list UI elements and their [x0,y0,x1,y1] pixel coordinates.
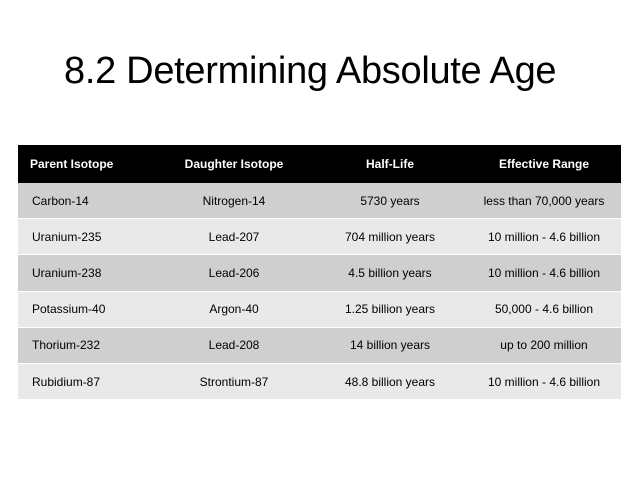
header-row [18,145,621,183]
cell-daughter-isotope: Nitrogen-14 [155,183,313,219]
cell-parent-isotope: Rubidium-87 [18,363,155,399]
table-row [18,255,621,291]
table-body [18,183,621,399]
cell-parent-isotope: Carbon-14 [18,183,155,219]
isotope-table [18,145,621,399]
slide-title: 8.2 Determining Absolute Age [64,50,557,92]
cell-effective-range: 10 million - 4.6 billion [467,255,621,291]
header-effective-range: Effective Range [467,145,621,183]
header-half-life: Half-Life [313,145,467,183]
header-parent-isotope: Parent Isotope [18,145,155,183]
header-daughter-isotope: Daughter Isotope [155,145,313,183]
table-row [18,327,621,363]
table-row [18,363,621,399]
cell-half-life: 48.8 billion years [313,363,467,399]
cell-parent-isotope: Uranium-238 [18,255,155,291]
cell-effective-range: 50,000 - 4.6 billion [467,291,621,327]
cell-daughter-isotope: Lead-206 [155,255,313,291]
cell-effective-range: less than 70,000 years [467,183,621,219]
isotope-table-container [18,145,621,395]
cell-effective-range: 10 million - 4.6 billion [467,219,621,255]
cell-parent-isotope: Potassium-40 [18,291,155,327]
cell-half-life: 1.25 billion years [313,291,467,327]
table-row [18,291,621,327]
cell-daughter-isotope: Strontium-87 [155,363,313,399]
cell-daughter-isotope: Lead-207 [155,219,313,255]
cell-half-life: 704 million years [313,219,467,255]
cell-half-life: 5730 years [313,183,467,219]
table-row [18,183,621,219]
cell-effective-range: up to 200 million [467,327,621,363]
cell-daughter-isotope: Lead-208 [155,327,313,363]
cell-effective-range: 10 million - 4.6 billion [467,363,621,399]
cell-parent-isotope: Thorium-232 [18,327,155,363]
cell-parent-isotope: Uranium-235 [18,219,155,255]
table-header [18,145,621,183]
cell-daughter-isotope: Argon-40 [155,291,313,327]
cell-half-life: 14 billion years [313,327,467,363]
cell-half-life: 4.5 billion years [313,255,467,291]
table-row [18,219,621,255]
